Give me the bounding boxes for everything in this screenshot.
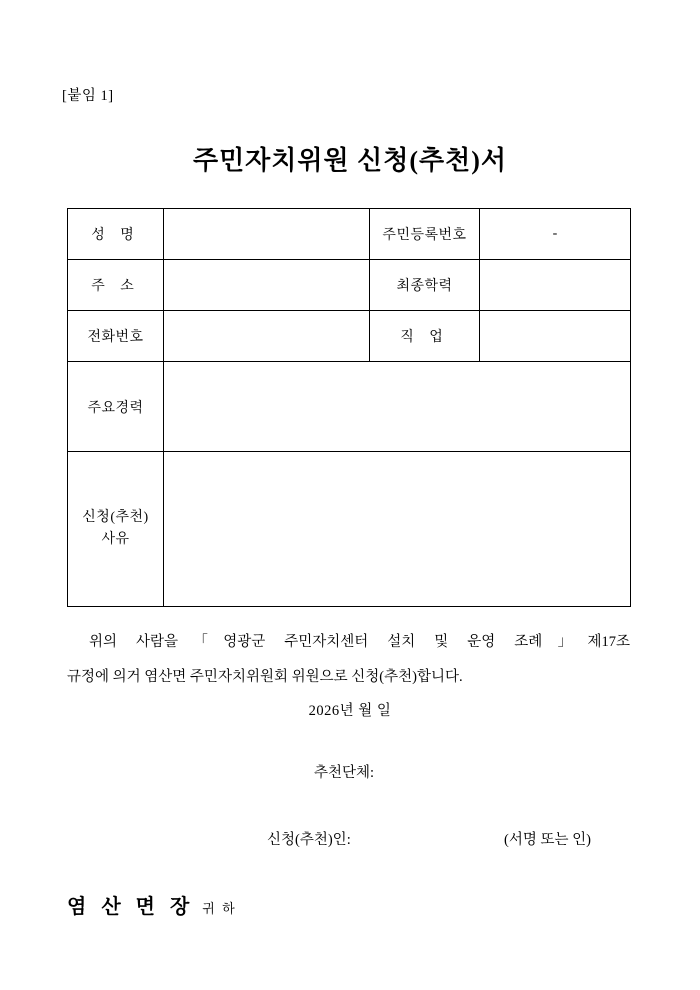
field-resident-id[interactable]: -: [480, 209, 631, 260]
label-phone: 전화번호: [68, 311, 164, 362]
field-phone[interactable]: [164, 311, 370, 362]
page-title: 주민자치위원 신청(추천)서: [192, 146, 508, 175]
label-career: 주요경력: [68, 362, 164, 452]
signature-note: (서명 또는 인): [504, 832, 591, 848]
label-reason-line1: 신청(추천): [82, 510, 149, 526]
label-name: 성 명: [68, 209, 164, 260]
label-resident-id: 주민등록번호: [370, 209, 480, 260]
table-row: [68, 452, 631, 607]
table-row: [68, 260, 631, 311]
recipient-name: 염 산 면 장: [67, 896, 195, 918]
organization-line: [0, 761, 700, 782]
field-occupation[interactable]: [480, 311, 631, 362]
label-address: 주 소: [68, 260, 164, 311]
recipient-line: [67, 890, 237, 919]
field-name[interactable]: [164, 209, 370, 260]
attachment-tag: [붙임 1]: [62, 88, 114, 104]
table-row: [68, 311, 631, 362]
field-education[interactable]: [480, 260, 631, 311]
statement-line-2: 규정에 의거 염산면 주민자치위원회 위원으로 신청(추천)합니다.: [67, 669, 463, 685]
applicant-form-table: [67, 208, 631, 607]
label-occupation: 직 업: [370, 311, 480, 362]
field-address[interactable]: [164, 260, 370, 311]
label-reason: [68, 452, 164, 607]
label-education: 최종학력: [370, 260, 480, 311]
date-line: 2026년 월 일: [308, 703, 392, 719]
label-reason-line2: 사유: [101, 532, 130, 547]
statement-line-1: 위의 사람을「영광군 주민자치센터 설치 및 운영 조례」제17조: [89, 634, 630, 650]
field-career[interactable]: [164, 362, 631, 452]
applicant-label: 신청(추천)인:: [267, 832, 351, 848]
organization-label: 추천단체:: [313, 765, 375, 781]
table-row: [68, 209, 631, 260]
field-reason[interactable]: [164, 452, 631, 607]
recipient-suffix: 귀 하: [202, 901, 237, 916]
table-row: [68, 362, 631, 452]
